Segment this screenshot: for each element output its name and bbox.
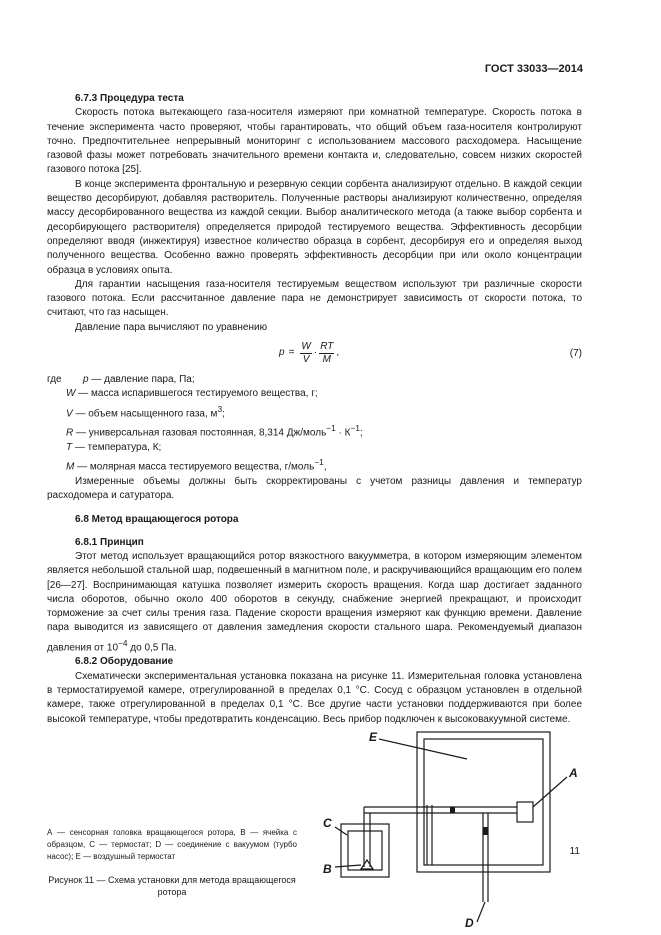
def-symbol: T [66,441,73,453]
where-word: где [47,374,62,386]
section-6-8-title: 6.8 Метод вращающегося ротора [75,514,239,526]
section-6-8-2-title: 6.8.2 Оборудование [75,656,174,668]
sample-thermostat-inner [348,831,382,870]
definitions-list [47,373,582,475]
def-symbol: R [66,427,74,439]
definition-row [47,387,582,401]
sensor-head [517,802,533,822]
section-6-8-1-title: 6.8.1 Принцип [75,536,144,548]
label-b: B [323,861,332,876]
fraction-denominator: V [302,354,310,366]
definition-row [47,373,582,387]
fraction-denominator: M [322,354,331,366]
def-text: — объем насыщенного газа, м [72,407,218,419]
def-text: — масса испарившегося тестируемого вещества, г; [75,388,318,400]
paragraph: Давление пара вычисляют по уравнению [75,321,268,333]
fraction-numerator: RT [320,341,334,353]
def-text: — молярная масса тестируемого вещества, г/моль [74,461,315,473]
figure-legend: А — сенсорная головка вращающегося ротора, В — ячейка с образцом, С — термостат; D — соединение с вакуумом (турбо насос); Е — воздушный термостат [47,827,297,861]
fraction-numerator: W [301,341,311,353]
fraction-rt-m [319,341,334,366]
definition-row [47,402,582,422]
paragraph: Схематически экспериментальная установка показана на рисунке 11. Измерительная головка установлена в термостатируемой камере, отрегулированной в пределах 0,1 °С. Сосуд с образцом установлен в отдельной камере, также отрегулированной в пределах 0,1 °С. Все другие части установки поддерживаются при более высокой температуре, чтобы предотвратить конденсацию. Весь прибор подключен к высоковакуумной системе. [47,670,582,725]
eq-lhs: p [279,347,285,359]
standard-header: ГОСТ 33033—2014 [484,63,583,75]
label-a: A [569,765,578,780]
def-symbol: M [66,461,75,473]
def-text: — универсальная газовая постоянная, 8,314 Дж/моль [73,427,327,439]
section-6-7-3-title: 6.7.3 Процедура теста [75,93,184,104]
def-symbol: p [83,374,89,386]
definition-row [47,455,582,475]
paragraph: Для гарантии насыщения газа-носителя тестируемым веществом используют три различные скорости газового потока. Если рассчитанное давление пара не демонстрирует зависимость от скорости потока, то считают, что газ насыщен. [47,278,582,319]
sample-cell [361,860,373,869]
def-tail: ; [222,407,225,419]
paragraph: Измеренные объемы должны быть скорректированы с учетом разницы давления и температур расходомера и сатуратора. [47,475,582,502]
def-tail: · К [335,427,351,439]
paragraph [47,550,582,655]
paragraph: Скорость потока вытекающего газа-носителя измеряют при комнатной температуре. Скорость потока в течение эксперимента часто проверяют, чтобы гарантировать, что общий объем газа-носителя контролируют точно. Предпочтительнее непрерывный мониторинг с использованием массового расходомера. Насыщение газовой фазы может потребовать значительного времени контакта и, следовательно, совсем низких скоростей газового потока [25]. [47,107,582,176]
def-sup2: −1 [350,423,360,434]
definition-row [47,421,582,441]
eq-equals: = [288,347,295,359]
def-tail2: ; [360,427,363,439]
page-number: 11 [569,846,580,857]
label-e: E [369,729,378,744]
exponent: −4 [118,637,128,648]
def-symbol: W [66,388,76,400]
paragraph: В конце эксперимента фронтальную и резервную секции сорбента анализируют отдельно. В каждой секции вещество десорбируют, добавляя растворитель. Полученные растворы анализируют количественно, определяя массу десорбированного вещества из каждой секции. Выбор аналитического метода (а также выбор сорбента и десорбирующего растворителя) определяется природой тестируемого вещества. Эффективность десорбции определяют вводя (инжектируя) известное количество образца в сорбент, десорбируя его и определяя выход полученного вещества. Особенно важно проверять эффективность десорбции при или около концентрации образца в условиях опыта. [47,178,582,276]
apparatus-diagram [317,727,587,927]
def-symbol: V [66,407,73,419]
label-c: C [323,815,332,830]
def-tail: , [323,461,327,473]
paragraph-tail: до 0,5 Па. [127,642,177,654]
figure-caption: Рисунок 11 — Схема установки для метода вращающегося ротора [48,874,296,897]
def-text: — температура, К; [72,441,162,453]
page-body [47,92,582,927]
equation-7 [47,337,582,371]
def-sup: 3 [217,403,223,414]
def-text: — давление пара, Па; [88,374,195,386]
def-sup: −1 [314,457,324,468]
def-sup: −1 [326,423,336,434]
paragraph-text: Этот метод использует вращающийся ротор вязкостного вакуумметра, в котором измеряющим элементом является небольшой стальной шар, подвешенный в магнитном поле, и раскручивающийся вращающим его полем [26—27]. Воспринимающая катушка позволяет измерить скорость вращения. Когда шар достигает заданного числа оборотов, обычно около 400 оборотов в секунду, снабжение энергией прекращают, и происходит торможение за счет силы трения газа. Падение скорости вращения измеряют как функцию времени. Давление пара выводится из зависящего от давления замедления скорости стального шара. Рекомендуемый диапазон давления от 10 [47,551,582,654]
eq-dot: · [313,347,318,359]
equation-body [279,341,339,366]
label-d: D [465,915,474,927]
equation-number: (7) [569,348,582,360]
figure-block [47,727,582,927]
eq-end: , [336,347,340,359]
definition-row [47,441,582,455]
fraction-w-v [300,341,311,366]
